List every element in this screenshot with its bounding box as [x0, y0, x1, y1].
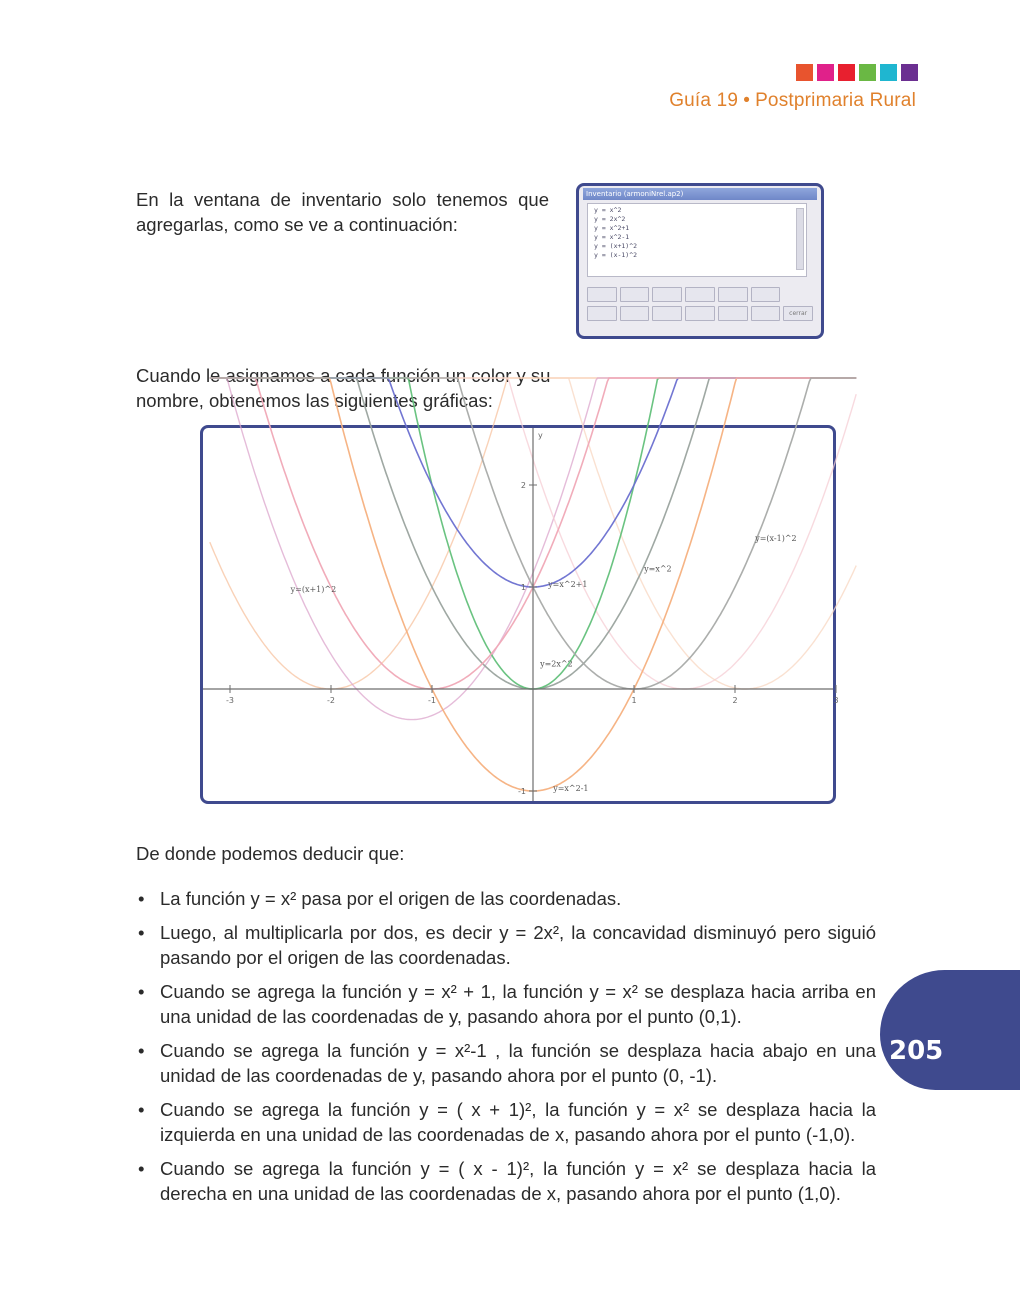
bullet-dot: •	[138, 922, 145, 943]
curve-label: y=(x-1)^2	[755, 534, 797, 544]
inventory-button-grid	[587, 287, 813, 321]
color-square	[859, 64, 876, 81]
color-square	[901, 64, 918, 81]
x-tick-label: -3	[226, 696, 234, 705]
curve-label: y=x^2	[644, 564, 672, 574]
program-name: Postprimaria Rural	[755, 90, 916, 111]
y-tick-label: 1	[520, 583, 526, 592]
inventory-button	[587, 287, 617, 302]
curve-label: y=2x^2	[540, 659, 573, 669]
parabola-graph	[200, 425, 839, 804]
parabola-chart-svg	[203, 428, 839, 801]
inventory-button	[685, 306, 715, 321]
inventory-button	[751, 287, 781, 302]
intro-paragraph: En la ventana de inventario solo tenemos que agregarlas, como se ve a continuación:	[136, 189, 549, 235]
x-tick-label: 2	[732, 696, 738, 705]
guide-number: Guía 19	[669, 90, 739, 111]
running-header	[669, 90, 916, 112]
conclusion-text: La función y = x² pasa por el origen de las coordenadas.	[160, 888, 622, 909]
inventory-function-list	[587, 203, 807, 277]
conclusions-list	[136, 886, 876, 1215]
page-number: 205	[889, 1036, 944, 1066]
inventory-scrollbar	[796, 208, 804, 270]
inventory-item: y = 2x^2	[594, 215, 626, 223]
conclusion-item	[136, 886, 876, 911]
conclusion-text: Cuando se agrega la función y = x² + 1, la función y = x² se desplaza hacia arriba en una unidad de las coordenadas de y, pasando ahora por el punto (0,1).	[160, 981, 876, 1027]
curve-label: y=x^2+1	[548, 580, 588, 589]
inventory-button	[751, 306, 781, 321]
conclusion-item	[136, 920, 876, 970]
x-tick-label: -2	[327, 696, 335, 705]
bullet-dot: •	[138, 1158, 145, 1179]
inventory-button	[620, 287, 650, 302]
bullet-dot: •	[138, 888, 145, 909]
inventory-item: y = (x-1)^2	[594, 251, 638, 259]
deduce-paragraph: De donde podemos deducir que:	[136, 843, 405, 864]
color-square	[880, 64, 897, 81]
inventory-button	[652, 306, 682, 321]
conclusion-item	[136, 1038, 876, 1088]
bullet-dot: •	[138, 981, 145, 1002]
inventory-button	[652, 287, 682, 302]
page-number-tab	[880, 970, 1020, 1090]
inventory-window-title: Inventario (armoniNrel.ap2)	[583, 188, 817, 200]
header-color-squares	[796, 64, 918, 81]
conclusion-text: Cuando se agrega la función y = x²-1 , la función se desplaza hacia abajo en una unidad de las coordenadas de y, pasando ahora por el punto (0, -1).	[160, 1040, 876, 1086]
inventory-item: y = x^2-1	[594, 233, 630, 241]
conclusion-item	[136, 1097, 876, 1147]
x-tick-label: 1	[631, 696, 637, 705]
inventory-item: y = x^2+1	[594, 224, 630, 232]
inventory-button	[685, 287, 715, 302]
color-square	[817, 64, 834, 81]
inventory-button	[620, 306, 650, 321]
inventory-item: y = (x+1)^2	[594, 242, 638, 250]
conclusion-item	[136, 1156, 876, 1206]
y-axis-label: y	[538, 431, 543, 440]
curve-label: y=x^2-1	[553, 784, 589, 793]
header-separator: •	[743, 90, 751, 111]
x-tick-label: -1	[428, 696, 436, 705]
inventory-item: y = x^2	[594, 206, 622, 214]
y-tick-label: -1	[518, 787, 526, 796]
curve-label: y=(x+1)^2	[290, 585, 337, 595]
graphs-intro-paragraph: Cuando le asignamos a cada función un color y su nombre, obtenemos las siguientes gráficas:	[136, 365, 551, 411]
conclusion-text: Luego, al multiplicarla por dos, es decir y = 2x², la concavidad disminuyó pero siguió pasando por el origen de las coordenadas.	[160, 922, 876, 968]
inventory-button	[718, 306, 748, 321]
color-square	[796, 64, 813, 81]
conclusion-text: Cuando se agrega la función y = ( x + 1)², la función y = x² se desplaza hacia la izquierda en una unidad de las coordenadas de x, pasando ahora por el punto (-1,0).	[160, 1099, 876, 1145]
y-tick-label: 2	[520, 481, 526, 490]
bullet-dot: •	[138, 1099, 145, 1120]
inventory-button	[718, 287, 748, 302]
inventory-button	[587, 306, 617, 321]
conclusion-item	[136, 979, 876, 1029]
inventory-window-screenshot	[576, 183, 824, 339]
x-tick-label: 3	[833, 696, 839, 705]
color-square	[838, 64, 855, 81]
inventory-close-button: cerrar	[783, 306, 813, 321]
conclusion-text: Cuando se agrega la función y = ( x - 1)², la función y = x² se desplaza hacia la derecha en una unidad de las coordenadas de x, pasando ahora por el punto (1,0).	[160, 1158, 876, 1204]
bullet-dot: •	[138, 1040, 145, 1061]
